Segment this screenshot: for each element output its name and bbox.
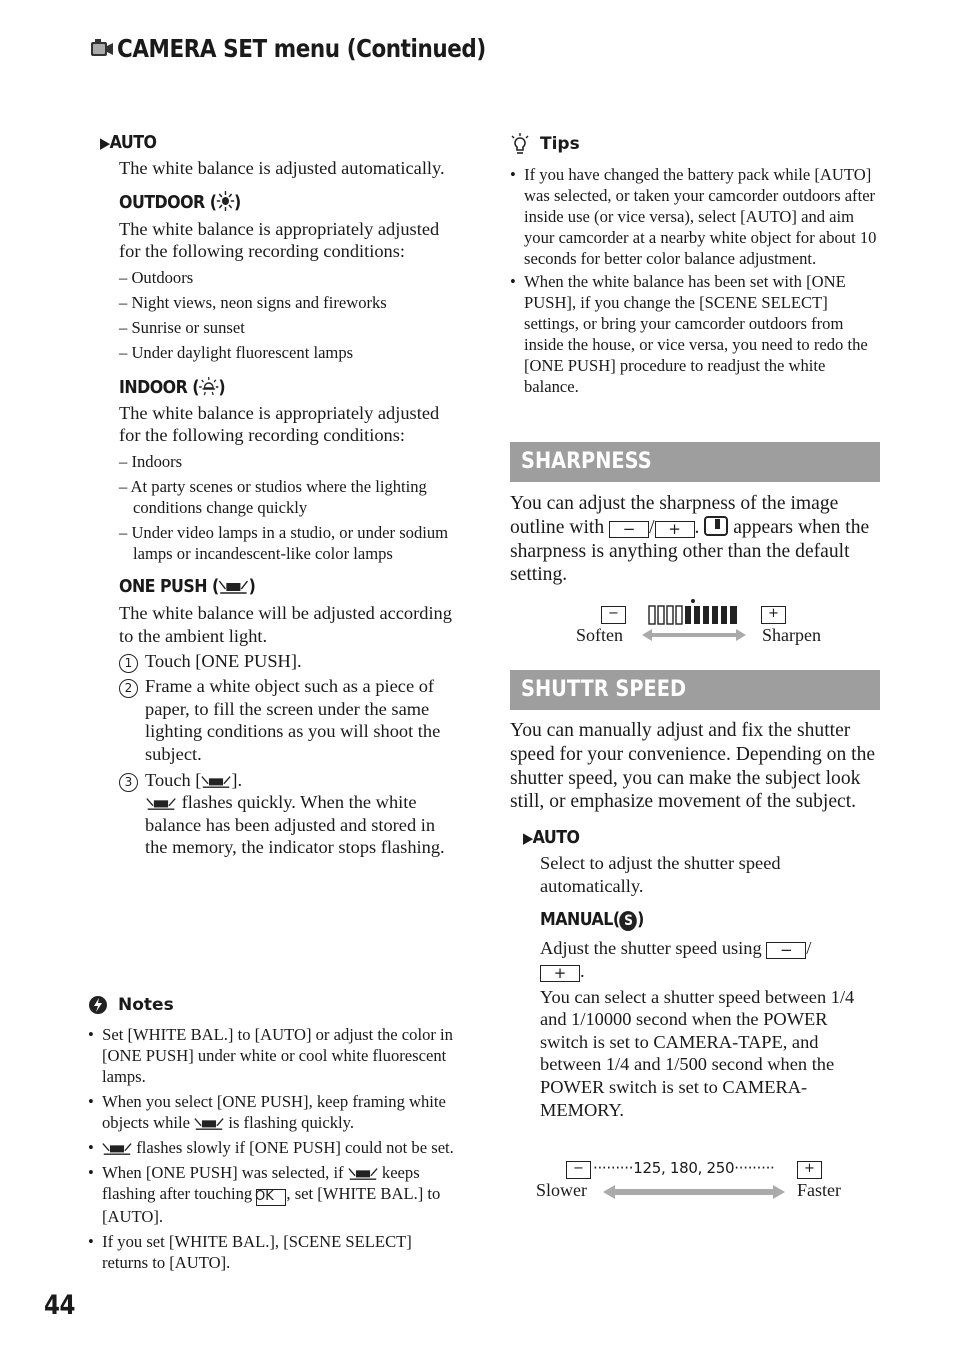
faster-label: Faster (797, 1180, 841, 1200)
note-text: , set [WHITE BAL.] to [AUTO]. (102, 1184, 441, 1226)
list-item: – Outdoors (119, 267, 194, 287)
one-push-icon (194, 1115, 224, 1131)
shutter-auto-label: AUTO (532, 827, 580, 849)
auto-heading: ▶AUTO (100, 132, 157, 153)
page-title: CAMERA SET menu (Continued) (117, 34, 486, 63)
auto-text: The white balance is adjusted automatically. (119, 158, 445, 178)
note-text: Set [WHITE BAL.] to [AUTO] or adjust the color in [ONE PUSH] under white or cool white fluorescent lamps. (102, 1025, 453, 1086)
sharpness-diagram (570, 598, 840, 650)
sharpness-scale-bars (648, 598, 740, 626)
shutter-text: You can manually adjust and fix the shutter speed for your convenience. Depending on the shutter speed, you can make the subject look still, or emphasize movement of the subject. (510, 720, 876, 813)
shutter-diagram (535, 1158, 855, 1206)
sun-icon (216, 191, 234, 211)
step-text: Touch [ (145, 769, 202, 790)
sharpness-text-b: appears when the sharpness is anything other than the default setting. (510, 516, 870, 586)
manual-s-icon: S (620, 911, 638, 931)
plus-button: + (655, 521, 695, 538)
list-item: • flashes slowly if [ONE PUSH] could not be set. (88, 1138, 454, 1157)
tips-section (510, 133, 880, 397)
list-item: • When [ONE PUSH] was selected, if keeps flashing after touching OK , set [WHITE BAL.] to [AUTO]. (88, 1163, 441, 1226)
list-item: • If you set [WHITE BAL.], [SCENE SELECT] returns to [AUTO]. (88, 1232, 412, 1272)
page-number: 44 (44, 1290, 76, 1321)
step-text: Touch [ONE PUSH]. (145, 651, 302, 672)
tips-title: Tips (540, 134, 580, 154)
sharpness-title: SHARPNESS (521, 449, 652, 474)
indoor-label-close: ) (218, 376, 226, 398)
sharpness-text-a: You can adjust the sharpness of the image outline with (510, 493, 839, 538)
shutter-auto-heading: ▶AUTO (523, 827, 580, 849)
notes-title: Notes (118, 995, 174, 1015)
one-push-icon (219, 577, 249, 595)
sharpness-heading (510, 442, 880, 482)
shutter-title: SHUTTR SPEED (521, 677, 687, 702)
page-header (90, 34, 546, 63)
bulb-icon (199, 376, 218, 396)
outdoor-label-close: ) (234, 191, 241, 213)
tip-text: If you have changed the battery pack while [AUTO] was selected, or taken your camcorder outdoors after inside use (or vice versa), select [AUTO] and aim your camcorder at a nearby white object for about 10 seconds for better color balance adjustment. (524, 165, 877, 268)
plus-box: + (761, 606, 786, 624)
step-text: flashes quickly. When the white balance has been adjusted and stored in the memory, the indicator stops flashing. (145, 792, 445, 858)
minus-button: − (609, 521, 649, 538)
note-text: When you select [ONE PUSH], keep framing white objects while (102, 1092, 446, 1132)
shutter-auto-text: Select to adjust the shutter speed automatically. (540, 853, 781, 896)
list-item: • When you select [ONE PUSH], keep framing white objects while is flashing quickly. (88, 1092, 446, 1132)
step-number: 2 (119, 679, 138, 698)
manual-heading (540, 909, 839, 931)
left-column (100, 132, 460, 859)
shutter-body (510, 719, 880, 1121)
onepush-heading (119, 576, 419, 597)
minus-box: − (566, 1161, 591, 1179)
one-push-icon (201, 773, 231, 789)
step-2 (119, 675, 460, 765)
note-text: flashes slowly if [ONE PUSH] could not be set. (136, 1138, 454, 1157)
minus-box: − (601, 606, 626, 624)
list-item: – Sunrise or sunset (119, 317, 245, 337)
one-push-icon (145, 795, 177, 811)
shutter-scale: ·········125, 180, 250········· (593, 1159, 775, 1177)
list-item: – Under daylight fluorescent lamps (119, 342, 354, 362)
indoor-label: INDOOR ( (119, 376, 199, 398)
soften-label: Soften (576, 625, 623, 645)
note-text: keeps flashing after touching (102, 1163, 420, 1203)
sharpness-body (510, 492, 880, 587)
outdoor-label: OUTDOOR ( (119, 191, 217, 213)
sharpen-label: Sharpen (762, 625, 821, 645)
step-number: 3 (119, 773, 138, 792)
manual-label: MANUAL( (540, 909, 620, 931)
outdoor-text: The white balance is appropriately adjusted for the following recording conditions: (119, 218, 440, 262)
manual-text-a-span: Adjust the shutter speed using (540, 938, 762, 959)
outdoor-heading (119, 191, 419, 213)
one-push-icon (348, 1165, 378, 1181)
plus-button: + (540, 965, 580, 982)
onepush-label-close: ) (248, 575, 256, 597)
double-arrow (642, 628, 746, 642)
manual-text-a: Adjust the shutter speed using − / + . (540, 938, 812, 982)
onepush-text: The white balance will be adjusted according to the ambient light. (119, 602, 452, 646)
step-text: Frame a white object such as a piece of paper, to fill the screen under the same lighting conditions as you will shoot the subject. (145, 676, 441, 764)
double-arrow (603, 1184, 785, 1200)
notes-icon (88, 995, 108, 1015)
list-item: • When the white balance has been set with [ONE PUSH], if you change the [SCENE SELECT] settings, or bring your camcorder outdoors from inside the house, or vice versa, you need to redo the [ONE PUSH] procedure to readjust the white balance. (510, 272, 868, 396)
sharpness-text: You can adjust the sharpness of the image outline with − / + . appears when the sharpness is anything other than the default setting. (510, 493, 870, 586)
list-item: – Night views, neon signs and fireworks (119, 292, 387, 312)
list-item: – Under video lamps in a studio, or under sodium lamps or incandescent-like color lamps (119, 522, 449, 563)
step-1 (119, 650, 460, 673)
onepush-label: ONE PUSH ( (119, 575, 219, 597)
list-item: – Indoors (119, 451, 183, 471)
plus-box: + (797, 1161, 822, 1179)
auto-label: AUTO (109, 132, 157, 153)
slower-label: Slower (536, 1180, 587, 1200)
manual-text-b: You can select a shutter speed between 1/4 and 1/10000 second when the POWER switch is set to CAMERA-TAPE, and between 1/4 and 1/500 second when the POWER switch is set to CAMERA-MEMORY. (540, 986, 855, 1120)
list-item: – At party scenes or studios where the lighting conditions change quickly (119, 476, 427, 517)
ok-button: OK (256, 1189, 286, 1206)
indoor-text: The white balance is appropriately adjusted for the following recording conditions: (119, 402, 440, 446)
notes-section (88, 995, 460, 1273)
list-item: • If you have changed the battery pack while [AUTO] was selected, or taken your camcorder outdoors after inside use (or vice versa), select [AUTO] and aim your camcorder at a nearby white object for about 10 seconds for better color balance adjustment. (510, 165, 877, 268)
note-text: If you set [WHITE BAL.], [SCENE SELECT] returns to [AUTO]. (102, 1232, 412, 1272)
note-text: When [ONE PUSH] was selected, if (102, 1163, 344, 1182)
shutter-scale-values: 125, 180, 250 (633, 1159, 735, 1177)
list-item: • Set [WHITE BAL.] to [AUTO] or adjust the color in [ONE PUSH] under white or cool white fluorescent lamps. (88, 1025, 453, 1086)
tip-text: When the white balance has been set with [ONE PUSH], if you change the [SCENE SELECT] settings, or bring your camcorder outdoors from inside the house, or vice versa, you need to redo the [ONE PUSH] procedure to readjust the white balance. (524, 272, 868, 396)
step-3 (119, 769, 460, 859)
manual-label-close: ) (637, 909, 644, 931)
minus-button: − (766, 942, 806, 959)
camera-icon (90, 38, 114, 60)
shutter-heading (510, 670, 880, 710)
step-text: ]. (231, 769, 243, 790)
indoor-heading (119, 376, 419, 398)
one-push-icon (102, 1140, 132, 1156)
sharpness-indicator-icon (704, 516, 728, 536)
step-number: 1 (119, 654, 138, 673)
note-text: is flashing quickly. (228, 1113, 355, 1132)
lightbulb-icon (510, 133, 530, 155)
